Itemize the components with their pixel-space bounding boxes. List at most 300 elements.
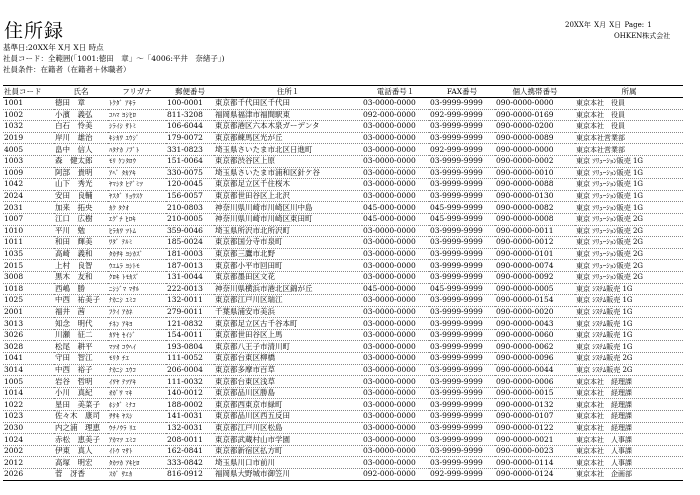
cell-address: 東京都武蔵村山市学園	[214, 434, 362, 446]
col-zip: 郵便番号	[166, 86, 214, 98]
cell-tel: 03-0000-0000	[362, 271, 429, 283]
cell-address: 東京都台東区柳橋	[214, 353, 362, 365]
cell-mobile: 090-0000-0002	[495, 155, 575, 167]
cell-name: 佐々木 康司	[54, 411, 108, 423]
col-name: 氏名	[54, 86, 108, 98]
cell-fax: 03-9999-9999	[429, 179, 495, 191]
cell-address: 東京都西東京市緑町	[214, 399, 362, 411]
cell-name: 守田 智江	[54, 353, 108, 365]
table-row	[3, 399, 683, 411]
cell-dept: 東京本社 人事課	[575, 434, 683, 446]
cell-code: 1023	[3, 411, 54, 423]
table-row	[3, 341, 683, 353]
cell-code: 1010	[3, 225, 54, 237]
cell-code: 1042	[3, 179, 54, 191]
cell-dept: 東京 ｿﾘｭｰｼｮﾝ販売 2G	[575, 213, 683, 225]
cell-zip: 208-0011	[166, 434, 214, 446]
cell-mobile: 090-0000-0089	[495, 132, 575, 144]
cell-dept: 東京本社 役員	[575, 109, 683, 121]
cell-mobile: 090-0000-0043	[495, 318, 575, 330]
cell-tel: 03-0000-0000	[362, 341, 429, 353]
cell-fax: 03-9999-9999	[429, 329, 495, 341]
date-page: 20XX年 X月 X日 Page: 1	[565, 21, 652, 29]
cell-name: 山下 秀光	[54, 179, 108, 191]
cell-code: 3026	[3, 329, 54, 341]
cell-code: 1007	[3, 213, 54, 225]
cell-zip: 193-0804	[166, 341, 214, 353]
cell-dept: 東京 ｿﾘｭｰｼｮﾝ販売 2G	[575, 225, 683, 237]
cell-kana: ｳｴﾑﾗ ﾖｼﾄﾓ	[108, 260, 166, 272]
cell-code: 1025	[3, 295, 54, 307]
cell-address: 東京都八王子市清川町	[214, 341, 362, 353]
cell-kana: ﾆｼｼﾞﾏ ﾏｻﾙ	[108, 283, 166, 295]
cell-fax: 03-9999-9999	[429, 237, 495, 249]
cell-mobile: 090-0000-0101	[495, 248, 575, 260]
cell-kana: ﾀｶﾂｶ ｱｷﾋﾛ	[108, 457, 166, 469]
cell-mobile: 090-0000-0008	[495, 213, 575, 225]
cell-dept: 東京 ｿﾘｭｰｼｮﾝ販売 1G	[575, 179, 683, 191]
table-row	[3, 469, 683, 481]
cell-dept: 東京本社 経理課	[575, 411, 683, 423]
cell-dept: 東京 ｿﾘｭｰｼｮﾝ販売 2G	[575, 248, 683, 260]
cell-kana: ﾔﾏｼﾀ ﾋﾃﾞﾐﾂ	[108, 179, 166, 191]
cell-fax: 03-9999-9999	[429, 121, 495, 133]
cell-tel: 03-0000-0000	[362, 155, 429, 167]
cell-code: 2026	[3, 469, 54, 481]
cell-name: 松尾 耕平	[54, 341, 108, 353]
cell-dept: 東京本社営業部	[575, 144, 683, 156]
cell-kana: ﾅｶﾆｼ ﾕｳｺ	[108, 364, 166, 376]
cell-code: 2002	[3, 445, 54, 457]
cell-dept: 東京本社 企画部	[575, 469, 683, 481]
cell-tel: 03-0000-0000	[362, 445, 429, 457]
company-name: OHKEN株式会社	[614, 32, 671, 40]
cell-kana: ｱｶﾏﾂ ｴﾐｺ	[108, 434, 166, 446]
cell-name: 岸川 雄治	[54, 132, 108, 144]
cell-fax: 03-9999-9999	[429, 167, 495, 179]
cell-dept: 東京 ｿﾘｭｰｼｮﾝ販売 2G	[575, 260, 683, 272]
cell-code: 1002	[3, 109, 54, 121]
cell-zip: 279-0011	[166, 306, 214, 318]
table-row	[3, 144, 683, 156]
cell-code: 1014	[3, 387, 54, 399]
cell-tel: 03-0000-0000	[362, 318, 429, 330]
cell-address: 埼玉県所沢市北所沢町	[214, 225, 362, 237]
cell-address: 埼玉県さいたま市浦和区針ケ谷	[214, 167, 362, 179]
col-code: 社員コード	[3, 86, 54, 98]
table-row	[3, 376, 683, 388]
cell-tel: 03-0000-0000	[362, 457, 429, 469]
cell-fax: 03-9999-9999	[429, 190, 495, 202]
cell-zip: 179-0072	[166, 132, 214, 144]
col-tel: 電話番号１	[362, 86, 429, 98]
cell-tel: 03-0000-0000	[362, 434, 429, 446]
cell-dept: 東京 ｼｽﾃﾑ販売 1G	[575, 318, 683, 330]
cell-tel: 045-000-0000	[362, 202, 429, 214]
cell-dept: 東京 ｼｽﾃﾑ販売 1G	[575, 306, 683, 318]
cell-zip: 330-0075	[166, 167, 214, 179]
cell-zip: 141-0031	[166, 411, 214, 423]
cell-zip: 333-0842	[166, 457, 214, 469]
cell-zip: 162-0841	[166, 445, 214, 457]
cell-dept: 東京 ｼｽﾃﾑ販売 1G	[575, 295, 683, 307]
cell-code: 2001	[3, 306, 54, 318]
cell-mobile: 090-0000-0060	[495, 329, 575, 341]
cell-dept: 東京本社 経理課	[575, 422, 683, 434]
table-row	[3, 237, 683, 249]
cell-code: 1032	[3, 121, 54, 133]
cell-code: 1018	[3, 283, 54, 295]
cell-fax: 03-9999-9999	[429, 155, 495, 167]
cell-mobile: 090-0000-0154	[495, 295, 575, 307]
col-fax: FAX番号	[429, 86, 495, 98]
table-row	[3, 109, 683, 121]
cell-name: 和田 輝美	[54, 237, 108, 249]
cell-name: 加来 拓央	[54, 202, 108, 214]
cell-mobile: 090-0000-0124	[495, 469, 575, 481]
cell-tel: 03-0000-0000	[362, 237, 429, 249]
cell-dept: 東京 ｿﾘｭｰｼｮﾝ販売 2G	[575, 271, 683, 283]
table-row	[3, 202, 683, 214]
table-row	[3, 329, 683, 341]
cell-kana: ｶﾜｾ ｾｲｼﾞ	[108, 329, 166, 341]
cell-code: 3014	[3, 364, 54, 376]
cell-zip: 151-0064	[166, 155, 214, 167]
cell-zip: 131-0044	[166, 271, 214, 283]
cell-kana: ﾀｶｻｷ ﾖｼｶｽﾞ	[108, 248, 166, 260]
cell-code: 1022	[3, 399, 54, 411]
cell-mobile: 090-0000-0021	[495, 434, 575, 446]
cell-zip: 132-0031	[166, 422, 214, 434]
cell-kana: ﾅｶﾆｼ ﾕﾐｺ	[108, 295, 166, 307]
cell-dept: 東京 ｿﾘｭｰｼｮﾝ販売 1G	[575, 155, 683, 167]
cell-tel: 03-0000-0000	[362, 399, 429, 411]
cell-fax: 092-999-9999	[429, 109, 495, 121]
cell-kana: ｱﾍﾞ ﾀｶｱｷ	[108, 167, 166, 179]
cell-name: 徳田 章	[54, 98, 108, 110]
cell-address: 東京都渋谷区上原	[214, 155, 362, 167]
cell-code: 1005	[3, 376, 54, 388]
table-row	[3, 422, 683, 434]
cell-code: 1035	[3, 248, 54, 260]
cell-tel: 03-0000-0000	[362, 376, 429, 388]
cell-fax: 03-9999-9999	[429, 422, 495, 434]
cell-dept: 東京本社 経理課	[575, 399, 683, 411]
cell-address: 東京都品川区勝島	[214, 387, 362, 399]
table-row	[3, 271, 683, 283]
cell-name: 内之浦 理恵	[54, 422, 108, 434]
cell-mobile: 090-0000-0012	[495, 237, 575, 249]
cell-kana: ｻｻｷ ﾔｽｼ	[108, 411, 166, 423]
cell-mobile: 090-0000-0074	[495, 260, 575, 272]
cell-address: 東京都千代田区千代田	[214, 98, 362, 110]
table-row	[3, 387, 683, 399]
cell-dept: 東京本社 役員	[575, 121, 683, 133]
cell-mobile: 090-0000-0200	[495, 121, 575, 133]
cell-mobile: 090-0000-0023	[495, 445, 575, 457]
cell-zip: 111-0032	[166, 376, 214, 388]
cell-mobile: 090-0000-0088	[495, 179, 575, 191]
table-row	[3, 295, 683, 307]
table-row	[3, 179, 683, 191]
cell-name: 川瀬 征二	[54, 329, 108, 341]
cell-mobile: 090-0000-0000	[495, 144, 575, 156]
cell-tel: 045-000-0000	[362, 213, 429, 225]
cell-address: 神奈川県横浜市港北区錦が丘	[214, 283, 362, 295]
table-row	[3, 364, 683, 376]
cell-zip: 331-0823	[166, 144, 214, 156]
cell-fax: 03-9999-9999	[429, 260, 495, 272]
cell-fax: 03-9999-9999	[429, 341, 495, 353]
cell-mobile: 090-0000-0096	[495, 353, 575, 365]
cell-kana: ｳﾁﾉｳﾗ ﾘｴ	[108, 422, 166, 434]
cell-tel: 03-0000-0000	[362, 306, 429, 318]
cell-fax: 03-9999-9999	[429, 364, 495, 376]
cell-name: 平川 勉	[54, 225, 108, 237]
cell-address: 東京都多摩市百草	[214, 364, 362, 376]
cell-code: 1041	[3, 353, 54, 365]
cell-zip: 187-0013	[166, 260, 214, 272]
cell-tel: 03-0000-0000	[362, 121, 429, 133]
table-row	[3, 155, 683, 167]
cell-tel: 03-0000-0000	[362, 248, 429, 260]
cell-kana: ﾎｼﾀﾞ ﾐﾅｺ	[108, 399, 166, 411]
cell-kana: ｷｼｶﾜ ﾕｳｼﾞ	[108, 132, 166, 144]
cell-tel: 03-0000-0000	[362, 98, 429, 110]
cell-tel: 03-0000-0000	[362, 225, 429, 237]
cell-dept: 東京本社 役員	[575, 98, 683, 110]
cell-address: 埼玉県川口市前川	[214, 457, 362, 469]
cell-code: 2012	[3, 457, 54, 469]
cell-zip: 120-0045	[166, 179, 214, 191]
cell-code: 2030	[3, 422, 54, 434]
cell-tel: 03-0000-0000	[362, 295, 429, 307]
cell-name: 白石 怜美	[54, 121, 108, 133]
cell-mobile: 090-0000-0169	[495, 109, 575, 121]
table-row	[3, 121, 683, 133]
table-row	[3, 98, 683, 110]
cell-kana: ｲﾄｳ ﾏｻﾄ	[108, 445, 166, 457]
cell-tel: 03-0000-0000	[362, 422, 429, 434]
cell-dept: 東京 ｼｽﾃﾑ販売 1G	[575, 341, 683, 353]
cell-code: 3028	[3, 341, 54, 353]
cell-name: 伊東 真人	[54, 445, 108, 457]
cell-mobile: 090-0000-0011	[495, 225, 575, 237]
cell-dept: 東京 ｿﾘｭｰｼｮﾝ販売 1G	[575, 167, 683, 179]
cell-tel: 092-000-0000	[362, 469, 429, 481]
cell-mobile: 090-0000-0000	[495, 98, 575, 110]
cell-kana: ｴｸﾞﾁ ﾋﾛｷ	[108, 213, 166, 225]
cell-dept: 東京本社 経理課	[575, 387, 683, 399]
cell-zip: 206-0004	[166, 364, 214, 376]
criteria-date: 基準日:20XX年 X月 X日 時点	[3, 43, 104, 52]
cell-code: 2015	[3, 260, 54, 272]
cell-tel: 045-000-0000	[362, 283, 429, 295]
cell-address: 東京都小平市回田町	[214, 260, 362, 272]
cell-fax: 092-999-9999	[429, 144, 495, 156]
cell-fax: 03-9999-9999	[429, 98, 495, 110]
cell-kana: ﾁﾈﾝ ｱｷﾖ	[108, 318, 166, 330]
table-row	[3, 318, 683, 330]
cell-fax: 045-999-9999	[429, 213, 495, 225]
table-row	[3, 445, 683, 457]
cell-name: 畠中 信人	[54, 144, 108, 156]
cell-name: 知念 明代	[54, 318, 108, 330]
cell-mobile: 090-0000-0114	[495, 457, 575, 469]
cell-code: 4005	[3, 144, 54, 156]
cell-name: 森 健太郎	[54, 155, 108, 167]
cell-address: 東京都世田谷区上北沢	[214, 190, 362, 202]
cell-mobile: 090-0000-0005	[495, 283, 575, 295]
cell-code: 1003	[3, 155, 54, 167]
cell-code: 2019	[3, 132, 54, 144]
cell-address: 東京都世田谷区上馬	[214, 329, 362, 341]
cell-kana: ﾔｽﾀﾞ ﾘｮｳｽｹ	[108, 190, 166, 202]
table-row	[3, 260, 683, 272]
cell-tel: 03-0000-0000	[362, 364, 429, 376]
cell-mobile: 090-0000-0044	[495, 364, 575, 376]
cell-address: 東京都江戸川区瑞江	[214, 295, 362, 307]
cell-fax: 03-9999-9999	[429, 457, 495, 469]
cell-tel: 03-0000-0000	[362, 144, 429, 156]
table-row	[3, 248, 683, 260]
cell-fax: 045-999-9999	[429, 202, 495, 214]
cell-address: 東京都台東区浅草	[214, 376, 362, 388]
cell-dept: 東京本社 経理課	[575, 376, 683, 388]
cell-fax: 03-9999-9999	[429, 318, 495, 330]
cell-code: 3013	[3, 318, 54, 330]
cell-address: 東京都港区六本木泉ガーデンタ	[214, 121, 362, 133]
cell-code: 1011	[3, 237, 54, 249]
cell-zip: 100-0001	[166, 98, 214, 110]
cell-address: 東京都足立区千住桜木	[214, 179, 362, 191]
cell-dept: 東京 ｼｽﾃﾑ販売 1G	[575, 283, 683, 295]
table-row	[3, 283, 683, 295]
cell-name: 小濱 義弘	[54, 109, 108, 121]
cell-kana: ﾓﾘ ｹﾝﾀﾛｳ	[108, 155, 166, 167]
table-row	[3, 132, 683, 144]
table-row	[3, 434, 683, 446]
cell-kana: ｽｶﾞ ｻｴｶ	[108, 469, 166, 481]
cell-name: 菅 冴香	[54, 469, 108, 481]
cell-mobile: 090-0000-0010	[495, 167, 575, 179]
cell-zip: 811-3208	[166, 109, 214, 121]
cell-dept: 東京 ｼｽﾃﾑ販売 2G	[575, 353, 683, 365]
cell-name: 中西 祐美子	[54, 295, 108, 307]
cell-address: 福岡県福津市福間駅東	[214, 109, 362, 121]
table-row	[3, 411, 683, 423]
cell-fax: 03-9999-9999	[429, 225, 495, 237]
cell-tel: 03-0000-0000	[362, 132, 429, 144]
cell-code: 2031	[3, 202, 54, 214]
cell-kana: ﾜﾀﾞ ﾃﾙﾐ	[108, 237, 166, 249]
cell-kana: ﾏﾂｵ ｺｳﾍｲ	[108, 341, 166, 353]
cell-code: 1024	[3, 434, 54, 446]
cell-dept: 東京本社 人事課	[575, 457, 683, 469]
cell-zip: 106-6044	[166, 121, 214, 133]
cell-fax: 03-9999-9999	[429, 399, 495, 411]
cell-mobile: 090-0000-0015	[495, 387, 575, 399]
cell-address: 東京都墨田区文花	[214, 271, 362, 283]
cell-tel: 03-0000-0000	[362, 260, 429, 272]
cell-fax: 03-9999-9999	[429, 295, 495, 307]
col-address: 住所１	[214, 86, 362, 98]
cell-fax: 03-9999-9999	[429, 411, 495, 423]
cell-mobile: 090-0000-0006	[495, 376, 575, 388]
cell-address: 東京都国分寺市泉町	[214, 237, 362, 249]
cell-dept: 東京 ｼｽﾃﾑ販売 1G	[575, 329, 683, 341]
cell-zip: 210-0005	[166, 213, 214, 225]
report-title: 住所録	[4, 20, 65, 42]
header-row	[3, 86, 683, 98]
cell-code: 3008	[3, 271, 54, 283]
cell-zip: 132-0011	[166, 295, 214, 307]
cell-code: 1009	[3, 167, 54, 179]
cell-tel: 03-0000-0000	[362, 353, 429, 365]
col-kana: フリガナ	[108, 86, 166, 98]
cell-fax: 045-999-9999	[429, 283, 495, 295]
cell-zip: 185-0024	[166, 237, 214, 249]
cell-dept: 東京本社営業部	[575, 132, 683, 144]
cell-tel: 03-0000-0000	[362, 387, 429, 399]
cell-zip: 140-0012	[166, 387, 214, 399]
cell-name: 岩谷 哲明	[54, 376, 108, 388]
cell-dept: 東京本社 人事課	[575, 445, 683, 457]
cell-zip: 188-0002	[166, 399, 214, 411]
table-row	[3, 353, 683, 365]
cell-fax: 092-999-9999	[429, 469, 495, 481]
cell-kana: ﾌｸｲ ｱｶﾈ	[108, 306, 166, 318]
cell-zip: 210-0803	[166, 202, 214, 214]
cell-kana: ｼﾗｲｼ ｻﾄﾐ	[108, 121, 166, 133]
cell-address: 東京都新宿区払方町	[214, 445, 362, 457]
cell-code: 1001	[3, 98, 54, 110]
cell-name: 高塚 明宏	[54, 457, 108, 469]
cell-mobile: 090-0000-0020	[495, 306, 575, 318]
cell-address: 埼玉県さいたま市北区日進町	[214, 144, 362, 156]
cell-name: 福井 茜	[54, 306, 108, 318]
col-dept: 所属	[575, 86, 683, 98]
cell-mobile: 090-0000-0092	[495, 271, 575, 283]
cell-dept: 東京 ｿﾘｭｰｼｮﾝ販売 1G	[575, 202, 683, 214]
cell-address: 東京都三鷹市北野	[214, 248, 362, 260]
cell-address: 東京都練馬区光が丘	[214, 132, 362, 144]
cell-fax: 03-9999-9999	[429, 445, 495, 457]
cell-zip: 359-0046	[166, 225, 214, 237]
cell-zip: 111-0052	[166, 353, 214, 365]
cell-mobile: 090-0000-0062	[495, 341, 575, 353]
cell-fax: 03-9999-9999	[429, 387, 495, 399]
cell-name: 安田 良輔	[54, 190, 108, 202]
cell-fax: 03-9999-9999	[429, 271, 495, 283]
cell-fax: 03-9999-9999	[429, 353, 495, 365]
cell-mobile: 090-0000-0132	[495, 399, 575, 411]
cell-name: 赤松 恵美子	[54, 434, 108, 446]
cell-tel: 03-0000-0000	[362, 167, 429, 179]
cell-kana: ｲﾜﾔ ﾃﾂｱｷ	[108, 376, 166, 388]
cell-kana: ｵｶﾞﾜ ﾏｷ	[108, 387, 166, 399]
cell-zip: 222-0013	[166, 283, 214, 295]
cell-tel: 03-0000-0000	[362, 179, 429, 191]
cell-name: 小川 真紀	[54, 387, 108, 399]
cell-tel: 092-000-0000	[362, 109, 429, 121]
cell-fax: 03-9999-9999	[429, 376, 495, 388]
cell-address: 東京都品川区西五反田	[214, 411, 362, 423]
cell-zip: 154-0011	[166, 329, 214, 341]
cell-address: 東京都足立区古千谷本町	[214, 318, 362, 330]
cell-name: 上村 良智	[54, 260, 108, 272]
cell-mobile: 090-0000-0082	[495, 202, 575, 214]
